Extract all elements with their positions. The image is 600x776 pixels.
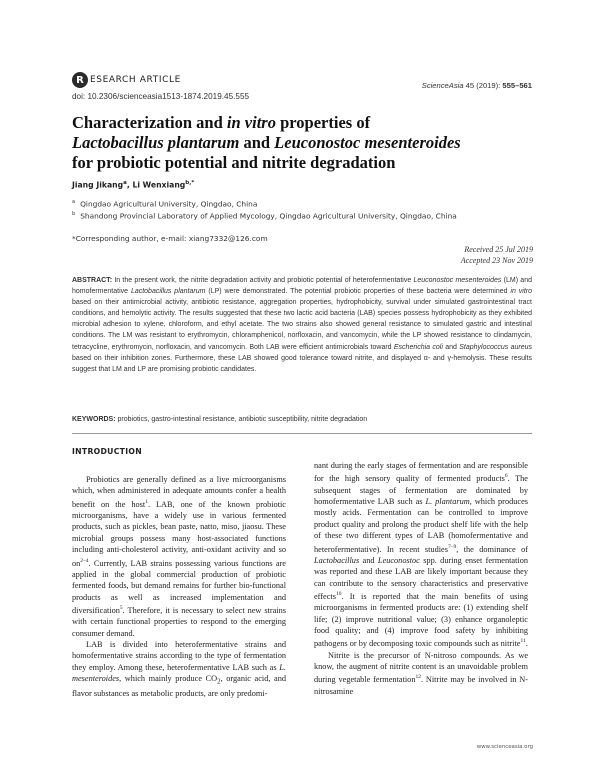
citation-ref[interactable]: 2–4 [80, 557, 89, 564]
citation-ref[interactable]: 10 [335, 591, 342, 597]
citation-ref[interactable]: 11 [520, 638, 526, 645]
abstract-text: (LM) and homofermentative [72, 277, 532, 296]
author-affil-mark: b,* [185, 180, 195, 186]
affiliation [72, 211, 457, 220]
keywords-label: KEYWORDS: [72, 416, 116, 423]
species-name: Lactobacillus [314, 555, 360, 565]
left-column [72, 447, 286, 700]
body-text: Probiotics are generally defined as a live microorganisms which, when administered in adequate amounts confer a health benefit on the host [72, 475, 286, 509]
body-text: , which mainly produce CO [119, 674, 218, 684]
body-text: , which produces mostly acids. Fermentation can be controlled to improve product quality and prolong the product shelf life with the help of these two different types of LAB (homofermentative and heterofermentative). In recent studies [314, 496, 528, 554]
body-text: . Therefore, it is necessary to select new strains with certain functional properties to respond to the emerging consumer demand. [72, 605, 286, 638]
author-name: Jiang Jikang [72, 180, 124, 190]
abstract [72, 275, 532, 375]
r-logo-icon: R [72, 72, 88, 88]
right-column [314, 460, 528, 697]
title-part: Characterization and [72, 113, 227, 132]
paragraph [72, 639, 286, 700]
abstract-emphasis: in vitro [510, 288, 532, 296]
paragraph [314, 460, 528, 650]
title-part: properties of [275, 113, 371, 132]
subscript: 2 [217, 678, 221, 686]
body-text: . The subsequent stages of fermentation are dominated by homofermentative LAB such as [314, 474, 528, 506]
keywords-text: probiotics, gastro-intestinal resistance, antibiotic susceptibility, nitrite degradation [115, 416, 368, 423]
paragraph [72, 474, 286, 639]
species-name: Leuconostoc [377, 555, 420, 565]
title-part: and [239, 133, 275, 152]
citation-ref[interactable]: 6 [504, 473, 508, 480]
journal-name: ScienceAsia [421, 81, 464, 90]
affiliation [72, 199, 257, 208]
species-name: Escherichia coli [393, 343, 443, 351]
affiliation-mark: b [72, 211, 76, 217]
affiliation-text: Shandong Provincial Laboratory of Applied Mycology, Qingdao Agricultural University, Qingdao, China [80, 211, 457, 221]
species-name: L. plantarum [425, 496, 470, 506]
body-text: Nitrite is the precursor of N-nitroso compounds. As we know, the augment of nitrite content is an unavoidable problem during vegetable fermentation [314, 650, 528, 685]
research-article-logo [72, 72, 181, 88]
body-text: and [359, 555, 378, 565]
section-divider [72, 433, 532, 434]
corresponding-author: *Corresponding author, e-mail: xiang7332@126.com [72, 234, 268, 243]
journal-volume: 45 (2019): [465, 81, 501, 90]
author-separator: , [126, 180, 133, 190]
title-species: Lactobacillus plantarum [72, 133, 240, 152]
body-text: , the dominance of [456, 544, 528, 554]
paragraph [314, 650, 528, 697]
species-name: Lactobacillus plantarum [130, 288, 206, 296]
article-type-label: ESEARCH ARTICLE [90, 75, 181, 85]
citation-ref[interactable]: 7–9 [447, 543, 457, 550]
abstract-text: In the present work, the nitrite degradation activity and probiotic potential of heterofermentative [112, 277, 414, 284]
body-text: spp. during enset fermentation was reported and these LAB are likely important because they can contribute to the sensory characteristics and preservative effects [314, 555, 528, 601]
received-date: Received 25 Jul 2019 [464, 245, 533, 254]
body-text: . LAB, one of the known probiotic microorganisms, have a widely use in various fermented products, such as pickles, bean paste, natto, miso, jiaosu. These microbial groups possess many host-associated functions including anti-cholesterol activity, anti-oxidant activity and so on [72, 499, 286, 568]
author-affil-mark: a [123, 180, 127, 186]
species-name: Staphylococcus aureus [459, 343, 532, 351]
abstract-text: based on their antimicrobial activity, antibiotic resistance, aggregation properties, hydrophobicity, survival under simulated gastrointestinal tract conditions, and hemolytic activity. The results suggested that these two lactic acid bacteria (LAB) species possess hydrophobicity as they exhibited microbial adhesion to xylene, chloroform, and ethyl acetate. The two strains also showed general resistance to simulated gastric and intestinal conditions. The LM was resistant to erythromycin, chloramphenicol, norfloxacin, and vancomycin, while the LP showed resistance to clindamycin, tetracycline, erythromycin, norfloxacin, and vancomycin. Both LAB were efficient antimicrobials toward [72, 299, 532, 351]
title-part: in vitro [226, 113, 276, 132]
abstract-text: based on their inhibition zones. Furthermore, these LAB showed good tolerance toward nitrite, and displayed α- and γ-hemolysis. These results suggest that LM and LP are promising probiotic candidates. [72, 354, 532, 373]
author-list [72, 180, 194, 190]
journal-pages: 555–561 [502, 81, 532, 90]
page-header [72, 70, 532, 110]
body-text: , organic acid, and flavor substances as metabolic products, are only predomi- [72, 674, 286, 699]
affiliation-text: Qingdao Agricultural University, Qingdao, China [80, 199, 258, 209]
article-title [72, 113, 532, 173]
abstract-text: and [442, 343, 460, 351]
title-species: Leuconostoc mesenteroides [274, 133, 461, 152]
body-text: . [525, 639, 528, 649]
keywords [72, 416, 367, 423]
abstract-text: (LP) were demonstrated. The potential probiotic properties of these bacteria were determined [205, 288, 511, 296]
body-text: . It is reported that the main benefits of using microorganisms in fermented products are: (1) extending shelf life; (2) improve nutritional value; (3) enhance organoleptic food quality; and (4) improve food safety by inhibiting pathogens or by decomposing toxic compounds such as nitrite [314, 591, 528, 649]
affiliation-mark: a [72, 199, 76, 205]
species-name: Leuconostoc mesenteroides [413, 277, 502, 284]
footer-url[interactable]: www.scienceasia.org [476, 744, 533, 750]
species-name: L. mesenteroides [72, 662, 286, 684]
citation-ref[interactable]: 1 [145, 498, 148, 505]
body-text: LAB is divided into heterofermentative strains and homofermentative strains according to the type of fermentation they employ. Among these, heterofermentative LAB such as [72, 639, 286, 672]
doi-text[interactable]: doi: 10.2306/scienceasia1513-1874.2019.45.555 [72, 92, 250, 101]
abstract-label: ABSTRACT: [72, 277, 113, 284]
journal-citation [422, 81, 532, 90]
article-dates [461, 244, 533, 266]
citation-ref[interactable]: 12 [415, 674, 421, 681]
title-line: for probiotic potential and nitrite degradation [72, 153, 396, 172]
body-text: . Nitrite may be involved in N-nitrosamine [314, 675, 528, 696]
body-text: . Currently, LAB strains possessing various functions are applied in the global commercial production of probiotic fermented foods, but demand remains for further bio-functional products as well as increased implementation and diversification [72, 558, 286, 615]
accepted-date: Accepted 23 Nov 2019 [460, 256, 533, 265]
author-name: Li Wenxiang [132, 180, 186, 190]
body-text: nant during the early stages of fermentation and are responsible for the high sensory quality of fermented products [314, 461, 528, 484]
section-heading-introduction: INTRODUCTION [72, 447, 142, 456]
citation-ref[interactable]: 5 [119, 605, 123, 611]
